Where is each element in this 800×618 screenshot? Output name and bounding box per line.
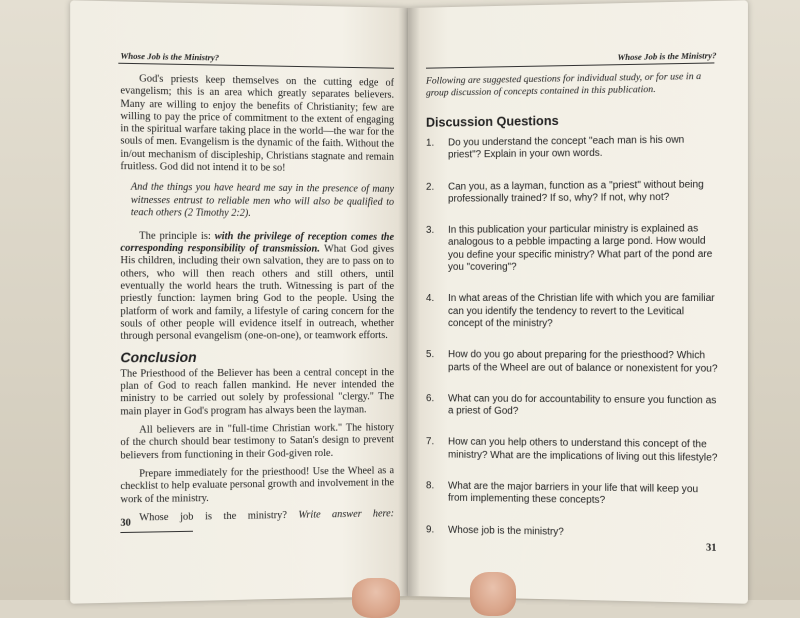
question-text: In this publication your particular ministry is explained as analogous to a pebble impacting a large pond. How would you define your specific ministry? What part of the pond are you "covering"?: [448, 223, 713, 273]
left-page-number: 30: [120, 517, 131, 529]
question-item: [426, 524, 721, 542]
question-number: 2.: [425, 181, 435, 193]
question-text: Can you, as a layman, function as a "priest" without being professionally trained? If so, why? If not, why not?: [448, 178, 704, 205]
conclusion-heading: Conclusion: [120, 349, 197, 365]
question-text: Do you understand the concept "each man is his own priest"? Explain in your own words.: [448, 134, 685, 161]
question-text: How can you help others to understand this concept of the ministry? What are the implications of living out this lifestyle?: [448, 436, 718, 464]
scripture-quote: And the things you have heard me say in the presence of many witnesses entrust to reliable men who will also be qualified to teach others (2 Timothy 2:2).: [130, 181, 395, 220]
principle-highlight: with the privilege of reception comes the corresponding responsibility of transmission.: [120, 230, 395, 255]
question-number: 5.: [425, 349, 435, 361]
question-item: [426, 393, 721, 420]
question-number: 1.: [425, 137, 435, 149]
question-item: [426, 134, 721, 162]
right-header-rule: [426, 62, 714, 68]
question-number: 3.: [425, 225, 435, 237]
question-number: 6.: [425, 392, 435, 405]
left-thumb: [352, 578, 400, 618]
final-question: Whose job is the ministry?: [139, 509, 299, 524]
question-number: 9.: [425, 523, 435, 536]
left-header-rule: [118, 63, 394, 69]
final-question-line: [120, 508, 394, 538]
conclusion-paragraph-3: Prepare immediately for the priesthood! Use the Wheel as a checklist to help evaluate personal growth and involvement in the work of the ministry.: [120, 465, 395, 505]
left-text-column: [120, 73, 394, 544]
answer-blank-line: [120, 531, 193, 533]
question-item: [426, 437, 721, 465]
right-page: [408, 0, 748, 604]
conclusion-paragraph-1: The Priesthood of the Believer has been a central concept in the plan of God to reach fallen mankind. He never intended the ministry to be carried out solely by professional "clergy." The main player in God's program has always been the layman.: [120, 366, 395, 418]
principle-rest: What God gives His children, including their own salvation, they are to pass on to others, who will then reach others and still others, until eventually the world hears the truth. Witnessing is part of the priestly function: laymen bring God to the people. Using the platform of work and family, a lifestyle of caring concern for the souls of other people will evidence itself in outreach, whether through personal evangelism (one-on-one), or teamwork efforts.: [120, 243, 395, 343]
principle-lead: The principle is:: [139, 230, 215, 242]
left-page: [70, 0, 408, 603]
question-number: 7.: [425, 436, 435, 448]
right-text-column: [426, 71, 721, 562]
questions-intro: Following are suggested questions for individual study, or for use in a group discussion of concepts contained in this publication.: [425, 70, 702, 99]
question-item: [426, 293, 721, 331]
right-running-head: Whose Job is the Ministry?: [617, 50, 717, 63]
conclusion-paragraph-2: All believers are in "full-time Christian work." The history of the church should bear testimony to Satan's design to prevent believers from functioning in their God-given role.: [120, 422, 395, 462]
question-item: [426, 179, 721, 206]
write-answer-prompt: Write answer here:: [298, 508, 395, 521]
question-item: [426, 480, 721, 509]
left-running-head: Whose Job is the Ministry?: [120, 50, 220, 63]
question-text: In what areas of the Christian life with which you are familiar can you identify the tendency to revert to the Levitical concept of the ministry?: [448, 293, 715, 330]
book-gutter: [398, 8, 420, 596]
question-number: 4.: [425, 293, 435, 305]
principle-paragraph: [120, 230, 394, 343]
question-item: [426, 349, 721, 375]
right-page-number: 31: [706, 542, 717, 554]
evangelism-paragraph: God's priests keep themselves on the cutting edge of evangelism; this is an area which greatly separates believers. Many are willing to enjoy the benefits of Christianity; few are willing to pay the price of commitment to the extent of engaging in the spiritual warfare taking place in the world—the war for the souls of men. Evangelism is the dynamic of the faith. Without the in/out mechanism of discipleship, Christians stagnate and remain fruitless. God did not intend it to be so!: [120, 73, 395, 174]
question-text: Whose job is the ministry?: [448, 524, 564, 538]
question-text: How do you go about preparing for the priesthood? Which parts of the Wheel are out of balance or nonexistent for you?: [448, 349, 718, 375]
question-text: What can you do for accountability to ensure you function as a priest of God?: [448, 393, 717, 418]
question-item: [426, 223, 721, 274]
discussion-questions-heading: Discussion Questions: [425, 113, 559, 130]
right-thumb: [470, 572, 516, 616]
question-number: 8.: [425, 480, 435, 492]
question-text: What are the major barriers in your life that will keep you from implementing these concepts?: [448, 480, 699, 507]
